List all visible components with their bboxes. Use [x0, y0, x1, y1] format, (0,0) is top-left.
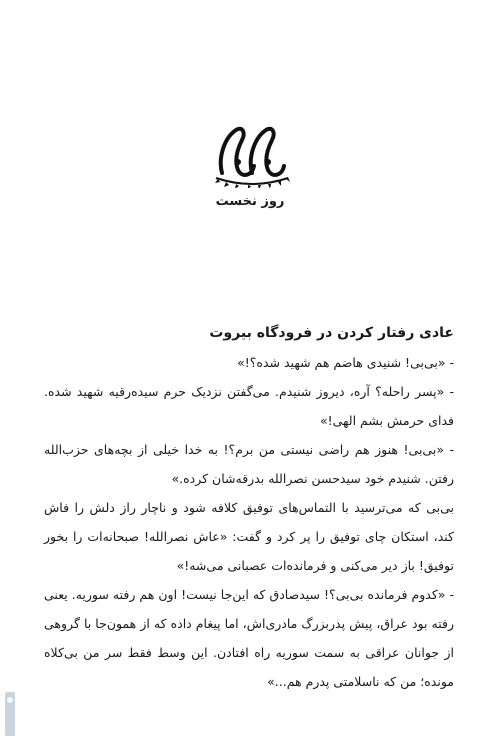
watermark-logo-icon — [2, 690, 18, 738]
section-heading: عادی رفتار کردن در فرودگاه بیروت — [209, 325, 454, 341]
paragraph: - «بی‌بی! هنوز هم راضی نیستی من برم؟! به خدا خیلی از بچه‌های حزب‌الله رفتن. شنیدم خود سیدحسن نصرالله بدرقه‌شان کرده.» — [44, 442, 454, 486]
paragraph: - «پسر راحله؟ آره، دیروز شنیدم. می‌گفتن نزدیک حرم سیده‌رقیه شهید شده. فدای حرمش بشم الهی!» — [44, 384, 454, 428]
paragraph: بی‌بی که می‌ترسید با التماس‌های توفیق کلافه شود و ناچار راز دلش را فاش کند، استکان چای توفیق را پر کرد و گفت: «عاش نصرالله! صبحانه‌ات را بخور توفیق! باز دیر می‌کنی و فرمانده‌ات عصبانی می‌شه!» — [44, 500, 454, 573]
calligraphy-ornament-icon — [212, 118, 292, 188]
section-body — [44, 318, 454, 696]
paragraph: - «بی‌بی! شنیدی هاضم هم شهید شده؟!» — [237, 355, 454, 370]
chapter-label: روز نخست — [215, 194, 285, 209]
paragraph: - «کدوم فرمانده بی‌بی؟! سیدصادق که این‌جا نیست! اون هم رفته سوریه. یعنی رفته بود عراق، پیش پدربزرگ مادری‌اش، اما پیغام داده که از همون‌جا با گروهی از جوانان عراقی به سمت سوریه راه افتادن. این وسط فقط سر من بی‌کلاه مونده؛ من که ناسلامتی پدرم هم...» — [44, 587, 454, 689]
